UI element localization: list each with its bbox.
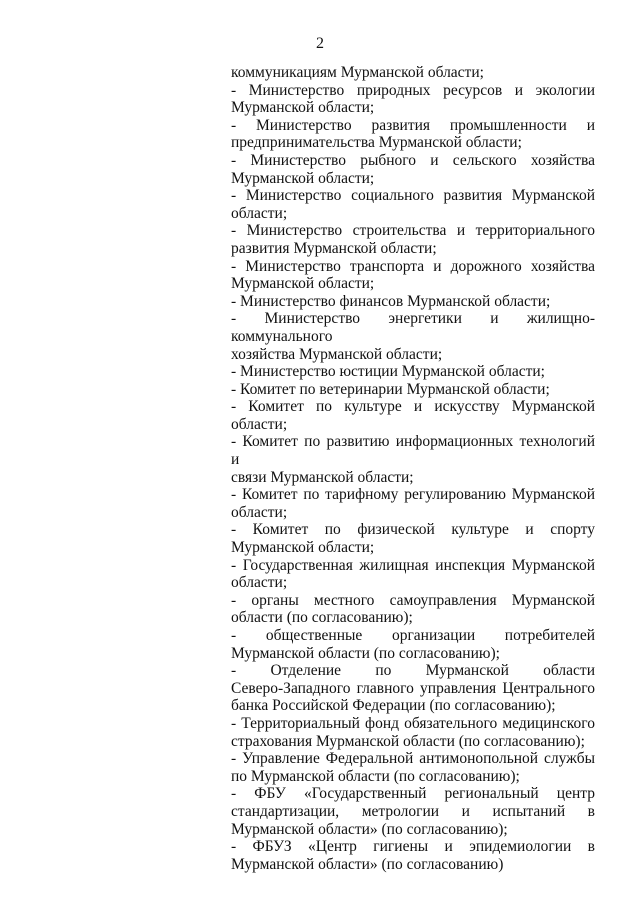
document-line: Мурманской области; (231, 99, 375, 117)
document-line: - Министерство транспорта и дорожного хозяйства (231, 257, 595, 275)
document-line: - Комитет по культуре и искусству Мурманской (231, 398, 595, 416)
document-line: - Министерство рыбного и сельского хозяйства (231, 151, 595, 169)
document-line: - Министерство энергетики и жилищно-коммунального (231, 310, 595, 345)
document-line: - Министерство юстиции Мурманской области; (231, 363, 545, 381)
document-line: - Министерство финансов Мурманской области; (231, 292, 551, 310)
document-line: - Комитет по тарифному регулированию Мурманской (231, 486, 595, 504)
document-line: - общественные организации потребителей (231, 627, 595, 644)
document-line: страхования Мурманской области (по согласованию); (231, 732, 585, 750)
document-line: предпринимательства Мурманской области; (231, 134, 522, 152)
document-line: - ФБУ «Государственный региональный центр (231, 785, 595, 803)
document-line: области; (231, 503, 288, 521)
document-line: банка Российской Федерации (по согласованию); (231, 697, 556, 715)
document-line: - ФБУЗ «Центр гигиены и эпидемиологии в (231, 838, 595, 856)
document-line: Мурманской области» (по согласованию); (231, 820, 508, 838)
document-line: по Мурманской области (по согласованию); (231, 767, 520, 785)
document-line: области; (231, 415, 288, 433)
document-line: Мурманской области (по согласованию); (231, 644, 500, 662)
document-line: коммуникациям Мурманской области; (231, 64, 484, 81)
document-line: Мурманской области; (231, 169, 375, 187)
document-line: - Комитет по физической культуре и спорту (231, 521, 595, 539)
document-line: - Министерство развития промышленности и (231, 116, 595, 134)
document-line: Северо-Западного главного управления Центрального (231, 679, 595, 697)
document-line: связи Мурманской области; (231, 468, 414, 486)
document-line: стандартизации, метрологии и испытаний в (231, 802, 595, 820)
document-line: - Министерство строительства и территориального (231, 222, 595, 240)
document-line: - Министерство природных ресурсов и экологии (231, 81, 595, 99)
document-line: Мурманской области; (231, 539, 375, 557)
document-line: - органы местного самоуправления Мурманской (231, 591, 595, 609)
document-line: - Государственная жилищная инспекция Мурманской (231, 556, 595, 574)
document-line: - Отделение по Мурманской области (231, 662, 595, 680)
document-line: - Управление Федеральной антимонопольной службы (231, 750, 595, 768)
document-line: развития Мурманской области; (231, 239, 437, 257)
document-line: области; (231, 574, 288, 592)
page-number: 2 (316, 35, 324, 52)
document-line: - Комитет по развитию информационных технологий и (231, 433, 595, 469)
document-line: - Министерство социального развития Мурманской (231, 187, 595, 205)
document-line: области (по согласованию); (231, 609, 413, 627)
document-line: - Комитет по ветеринарии Мурманской области; (231, 380, 550, 398)
document-line: хозяйства Мурманской области; (231, 345, 443, 363)
document-line: Мурманской области; (231, 275, 375, 293)
document-line: Мурманской области» (по согласованию) (231, 855, 504, 873)
document-line: - Территориальный фонд обязательного медицинского (231, 714, 595, 732)
document-line: области; (231, 204, 288, 222)
document-body (231, 64, 595, 873)
